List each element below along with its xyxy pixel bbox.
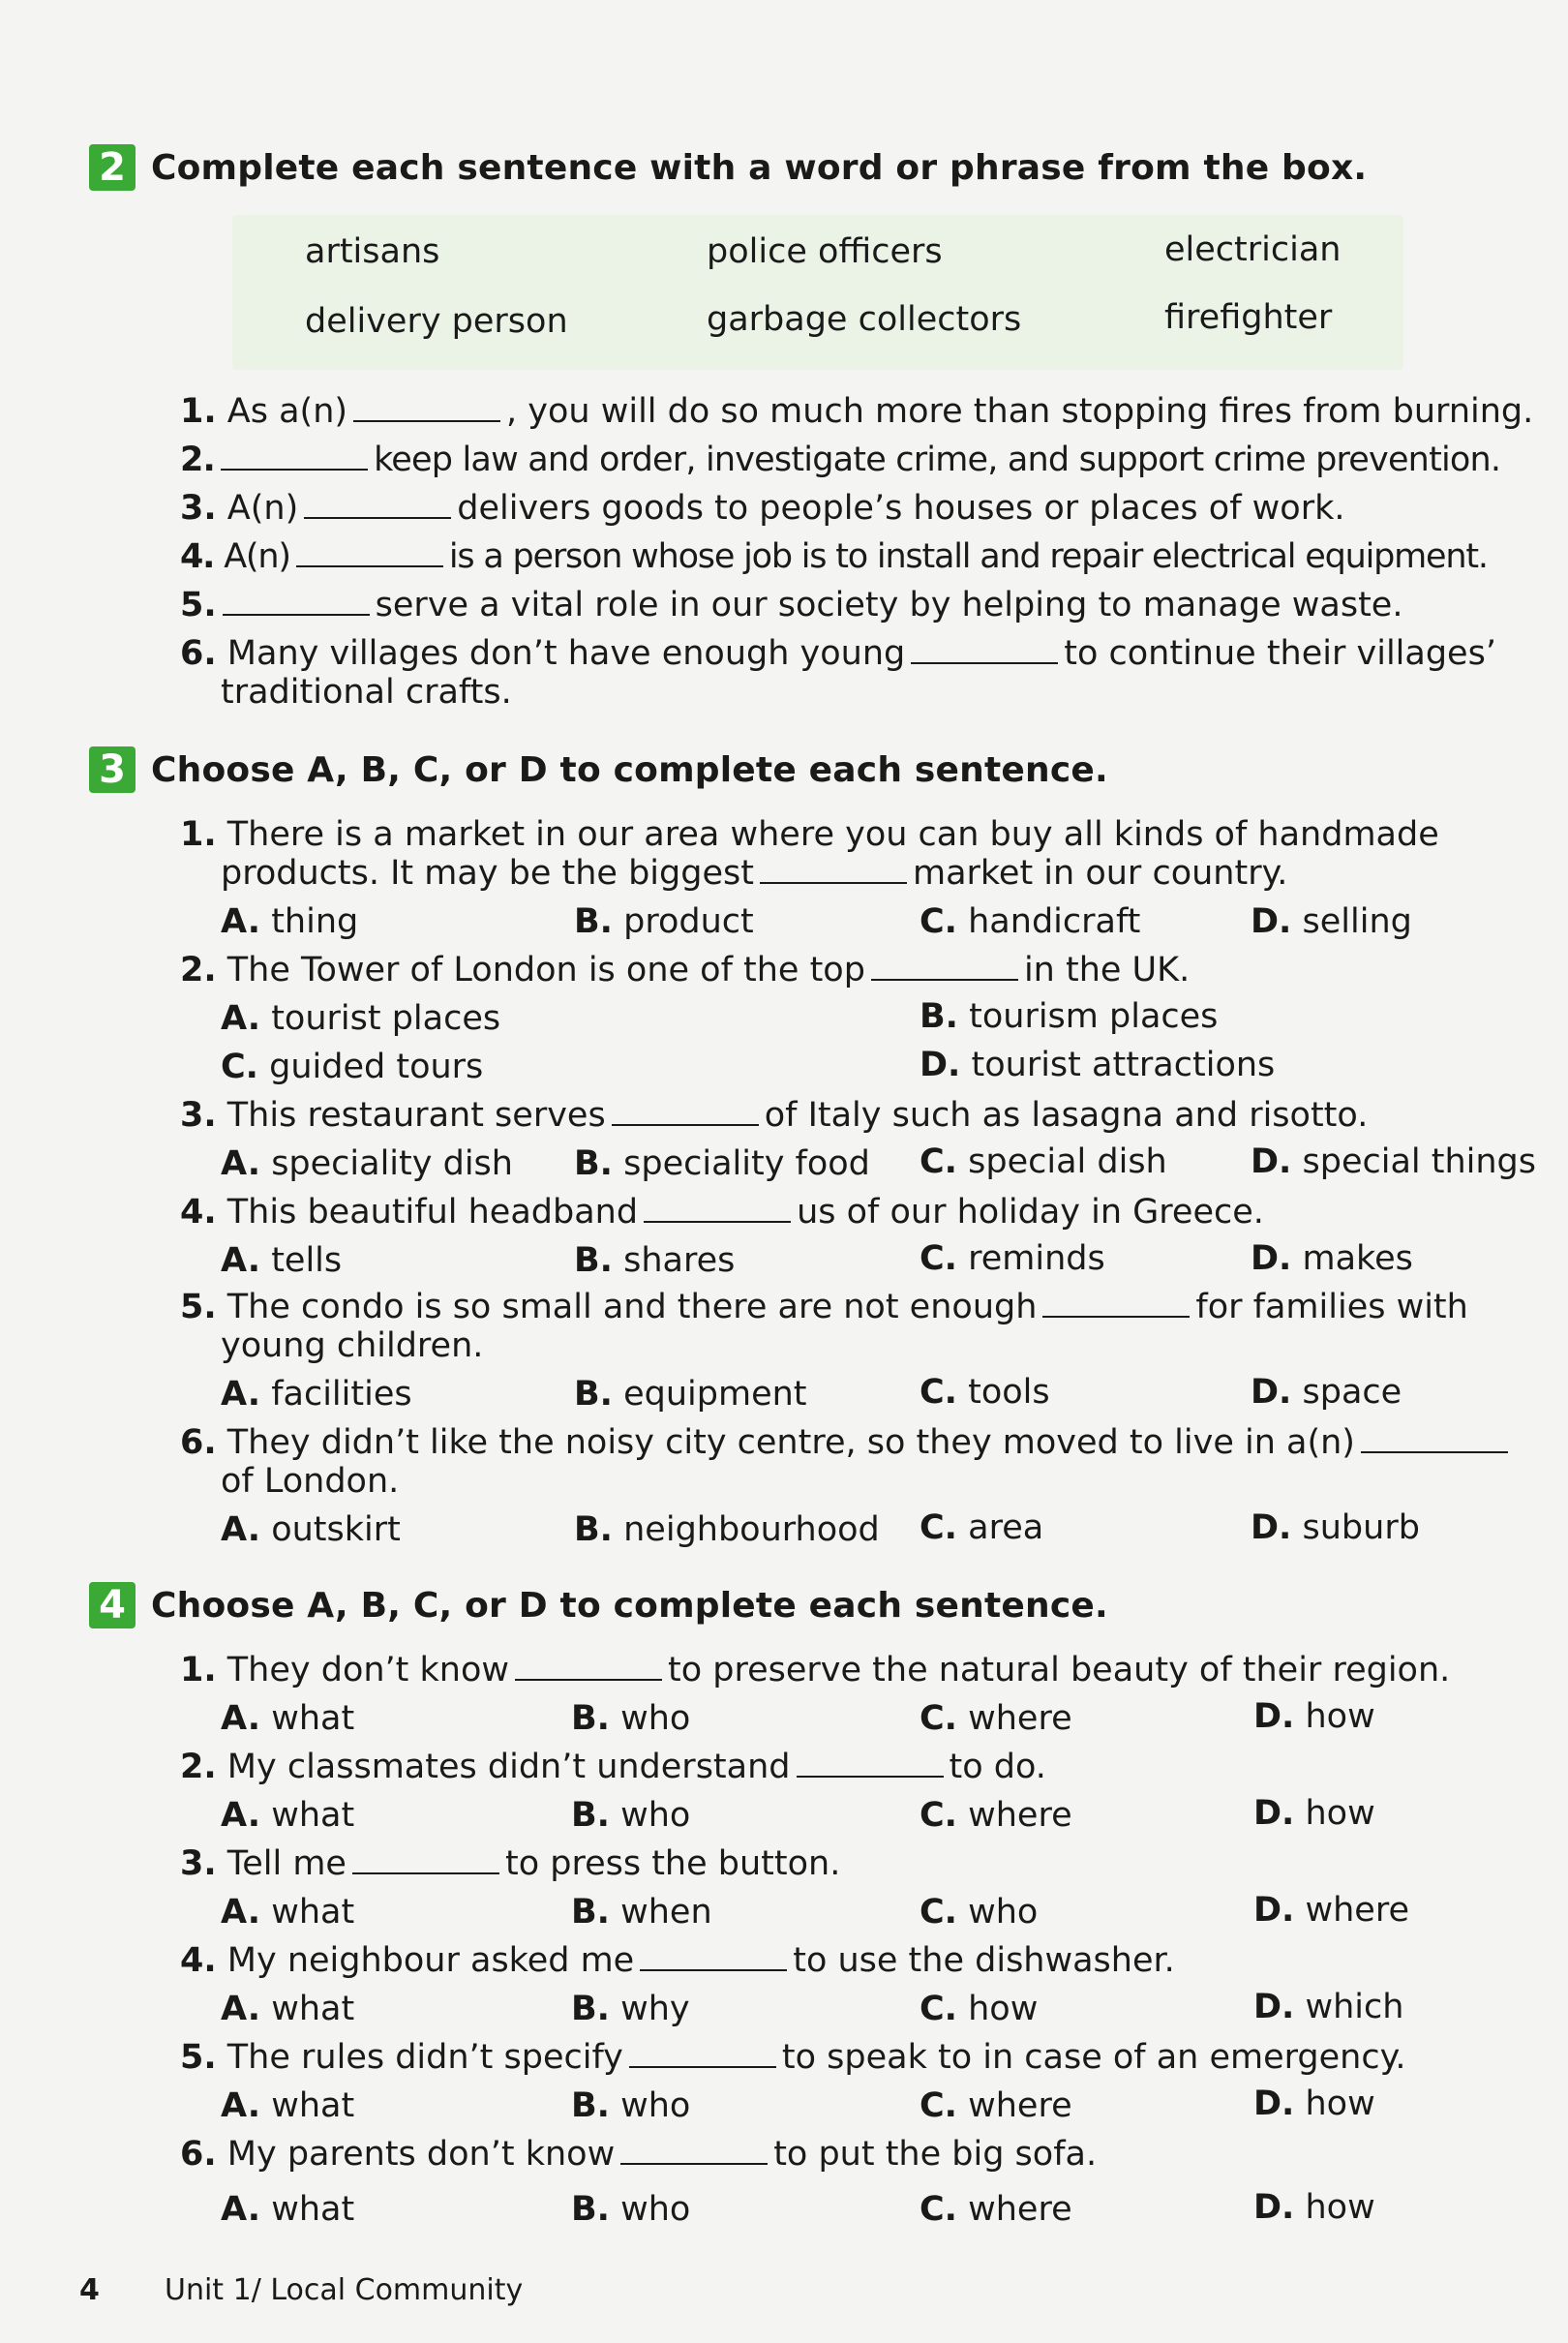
question-line: 4. A(n) is a person whose job is to install and repair electrical equipment. xyxy=(180,537,1488,576)
question-line: 2. The Tower of London is one of the top in the UK. xyxy=(180,951,1191,989)
box-word: garbage collectors xyxy=(707,300,1022,339)
option-b[interactable]: B. why xyxy=(571,1990,690,2028)
answer-blank[interactable] xyxy=(353,395,500,422)
option-d[interactable]: D. tourist attractions xyxy=(920,1046,1276,1084)
box-word: police officers xyxy=(707,232,943,271)
option-b[interactable]: B. who xyxy=(571,2190,691,2229)
question-line: 5. The rules didn’t specify to speak to in case of an emergency. xyxy=(180,2038,1406,2077)
section-title: Choose A, B, C, or D to complete each sentence. xyxy=(151,1585,1108,1626)
option-a[interactable]: A. speciality dish xyxy=(221,1144,513,1183)
answer-blank[interactable] xyxy=(221,443,368,471)
option-c[interactable]: C. how xyxy=(920,1990,1039,2028)
box-word: electrician xyxy=(1164,230,1342,269)
question-continuation: of London. xyxy=(221,1462,400,1501)
question-line: 6. My parents don’t know to put the big sofa. xyxy=(180,2135,1098,2174)
option-b[interactable]: B. equipment xyxy=(574,1375,807,1414)
question-line: 4. This beautiful headband us of our holiday in Greece. xyxy=(180,1193,1264,1232)
box-word: artisans xyxy=(305,232,440,271)
option-b[interactable]: B. speciality food xyxy=(574,1144,870,1183)
option-c[interactable]: C. who xyxy=(920,1893,1039,1932)
box-word: delivery person xyxy=(305,302,568,341)
option-d[interactable]: D. selling xyxy=(1251,902,1412,941)
option-a[interactable]: A. what xyxy=(221,1990,355,2028)
section-2-header xyxy=(89,138,1367,197)
question-line: 6. Many villages don’t have enough young to continue their villages’ xyxy=(180,634,1496,673)
answer-blank[interactable] xyxy=(223,589,370,616)
section-number-badge: 3 xyxy=(89,746,136,793)
page-number: 4 xyxy=(79,2273,100,2307)
answer-blank[interactable] xyxy=(629,2041,776,2068)
option-c[interactable]: C. special dish xyxy=(920,1142,1167,1181)
answer-blank[interactable] xyxy=(304,492,451,519)
option-a[interactable]: A. thing xyxy=(221,902,359,941)
option-b[interactable]: B. product xyxy=(574,902,754,941)
question-line: 3. Tell me to press the button. xyxy=(180,1844,841,1883)
answer-blank[interactable] xyxy=(352,1847,499,1874)
option-c[interactable]: C. where xyxy=(920,1699,1072,1738)
question-continuation: products. It may be the biggest market in our country. xyxy=(221,854,1288,893)
section-4-header xyxy=(89,1576,1108,1634)
answer-blank[interactable] xyxy=(620,2138,768,2165)
question-line: 5. The condo is so small and there are not enough for families with xyxy=(180,1288,1468,1326)
option-d[interactable]: D. space xyxy=(1251,1373,1402,1412)
option-b[interactable]: B. when xyxy=(571,1893,712,1932)
option-b[interactable]: B. who xyxy=(571,1796,691,1835)
option-b[interactable]: B. who xyxy=(571,1699,691,1738)
option-c[interactable]: C. reminds xyxy=(920,1239,1105,1278)
option-a[interactable]: A. what xyxy=(221,1893,355,1932)
section-number-badge: 2 xyxy=(89,144,136,191)
option-d[interactable]: D. suburb xyxy=(1251,1508,1420,1547)
answer-blank[interactable] xyxy=(612,1099,759,1126)
option-d[interactable]: D. how xyxy=(1253,2084,1375,2123)
answer-blank[interactable] xyxy=(515,1654,662,1681)
option-a[interactable]: A. facilities xyxy=(221,1375,412,1414)
option-d[interactable]: D. makes xyxy=(1251,1239,1413,1278)
option-a[interactable]: A. outskirt xyxy=(221,1510,401,1549)
answer-blank[interactable] xyxy=(871,954,1018,981)
option-c[interactable]: C. handicraft xyxy=(920,902,1141,941)
question-line: 6. They didn’t like the noisy city centre, so they moved to live in a(n) xyxy=(180,1426,1514,1460)
answer-blank[interactable] xyxy=(1361,1426,1508,1453)
option-b[interactable]: B. shares xyxy=(574,1241,736,1280)
answer-blank[interactable] xyxy=(296,540,443,567)
question-line: 2. My classmates didn’t understand to do. xyxy=(180,1748,1046,1786)
option-c[interactable]: C. area xyxy=(920,1508,1044,1547)
question-line: 4. My neighbour asked me to use the dishwasher. xyxy=(180,1941,1175,1980)
answer-blank[interactable] xyxy=(1042,1291,1190,1318)
option-a[interactable]: A. tourist places xyxy=(221,999,501,1038)
question-line: 3. A(n) delivers goods to people’s houses or places of work. xyxy=(180,489,1345,528)
answer-blank[interactable] xyxy=(911,637,1058,664)
unit-label: Unit 1/ Local Community xyxy=(165,2273,524,2307)
option-a[interactable]: A. what xyxy=(221,1796,355,1835)
option-d[interactable]: D. how xyxy=(1253,1697,1375,1736)
question-line: 2. keep law and order, investigate crime, and support crime prevention. xyxy=(180,441,1501,479)
section-number-badge: 4 xyxy=(89,1582,136,1628)
box-word: firefighter xyxy=(1164,298,1333,337)
question-line: 3. This restaurant serves of Italy such as lasagna and risotto. xyxy=(180,1096,1369,1135)
option-b[interactable]: B. who xyxy=(571,2086,691,2125)
option-d[interactable]: D. which xyxy=(1253,1988,1404,2026)
option-a[interactable]: A. what xyxy=(221,2190,355,2229)
question-line: 1. As a(n) , you will do so much more than stopping fires from burning. xyxy=(180,392,1534,431)
question-line: 1. There is a market in our area where you can buy all kinds of handmade xyxy=(180,815,1439,854)
option-a[interactable]: A. what xyxy=(221,1699,355,1738)
section-title: Choose A, B, C, or D to complete each sentence. xyxy=(151,749,1108,790)
answer-blank[interactable] xyxy=(644,1196,791,1223)
question-continuation: young children. xyxy=(221,1326,484,1365)
option-c[interactable]: C. where xyxy=(920,1796,1072,1835)
option-d[interactable]: D. how xyxy=(1253,2188,1375,2227)
section-title: Complete each sentence with a word or phrase from the box. xyxy=(151,147,1368,188)
option-a[interactable]: A. what xyxy=(221,2086,355,2125)
option-c[interactable]: C. where xyxy=(920,2190,1072,2229)
question-continuation: traditional crafts. xyxy=(221,673,512,712)
question-line: 5. serve a vital role in our society by helping to manage waste. xyxy=(180,586,1403,624)
option-c[interactable]: C. guided tours xyxy=(221,1048,484,1086)
option-c[interactable]: C. where xyxy=(920,2086,1072,2125)
option-d[interactable]: D. where xyxy=(1253,1891,1409,1930)
option-b[interactable]: B. tourism places xyxy=(920,997,1219,1036)
option-a[interactable]: A. tells xyxy=(221,1241,343,1280)
section-3-header xyxy=(89,741,1108,799)
option-d[interactable]: D. how xyxy=(1253,1794,1375,1833)
question-line: 1. They don’t know to preserve the natural beauty of their region. xyxy=(180,1651,1451,1689)
answer-blank[interactable] xyxy=(640,1944,787,1971)
option-d[interactable]: D. special things xyxy=(1251,1142,1537,1181)
option-b[interactable]: B. neighbourhood xyxy=(574,1510,880,1549)
answer-blank[interactable] xyxy=(760,857,907,884)
option-c[interactable]: C. tools xyxy=(920,1373,1050,1412)
answer-blank[interactable] xyxy=(797,1750,944,1778)
